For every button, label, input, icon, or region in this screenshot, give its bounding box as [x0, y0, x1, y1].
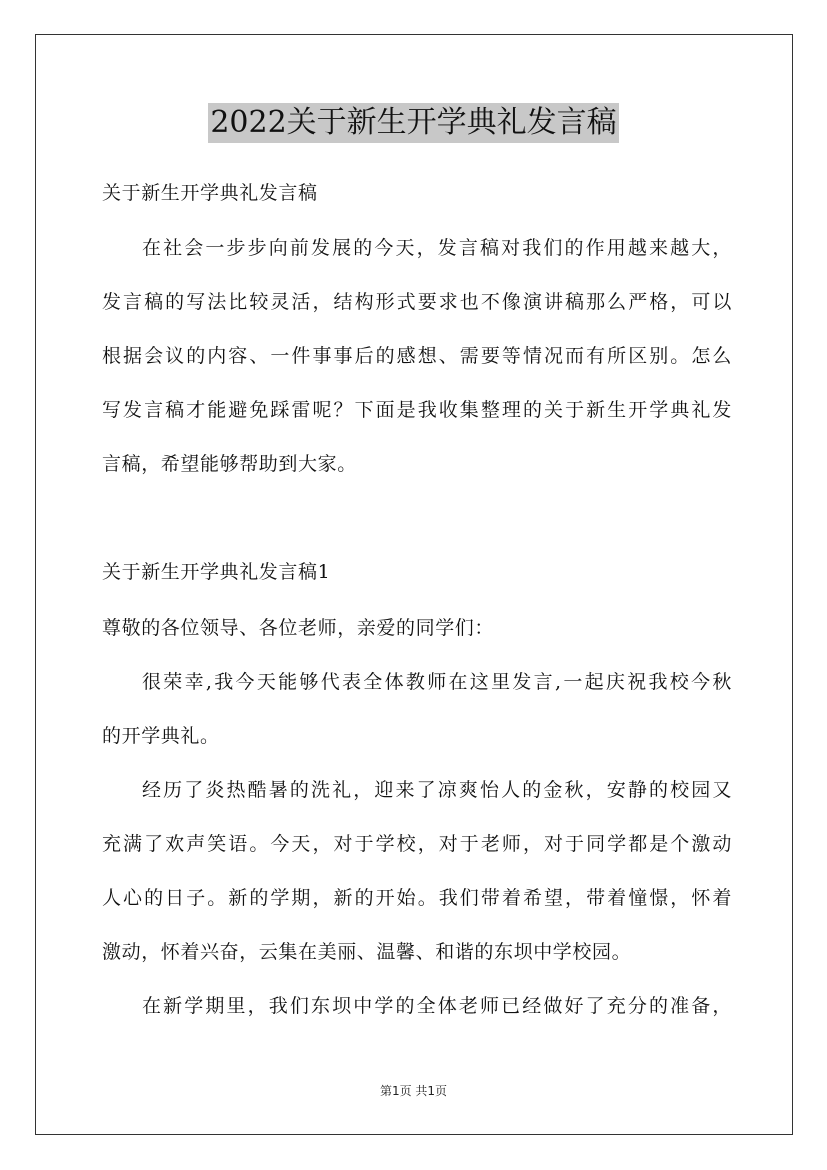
paragraph-line: 人心的日子。新的学期，新的开始。我们带着希望，带着憧憬，怀着	[102, 887, 732, 909]
paragraph-line: 经历了炎热酷暑的洗礼，迎来了凉爽怡人的金秋，安静的校园又	[142, 779, 732, 801]
document-title: 2022关于新生开学典礼发言稿	[208, 103, 618, 143]
paragraph-line: 写发言稿才能避免踩雷呢？下面是我收集整理的关于新生开学典礼发	[102, 399, 732, 421]
section-heading: 关于新生开学典礼发言稿1	[102, 561, 331, 583]
paragraph-line: 激动，怀着兴奋，云集在美丽、温馨、和谐的东坝中学校园。	[102, 941, 632, 963]
paragraph-line: 在新学期里，我们东坝中学的全体老师已经做好了充分的准备，	[142, 995, 732, 1017]
section-heading: 关于新生开学典礼发言稿	[102, 182, 318, 204]
paragraph-line: 的开学典礼。	[102, 725, 220, 747]
paragraph-line: 发言稿的写法比较灵活，结构形式要求也不像演讲稿那么严格，可以	[102, 291, 732, 313]
paragraph-line: 在社会一步步向前发展的今天，发言稿对我们的作用越来越大，	[142, 237, 732, 259]
paragraph-line: 根据会议的内容、一件事事后的感想、需要等情况而有所区别。怎么	[102, 345, 732, 367]
paragraph-line: 很荣幸,我今天能够代表全体教师在这里发言,一起庆祝我校今秋	[142, 671, 732, 693]
salutation: 尊敬的各位领导、各位老师，亲爱的同学们：	[102, 617, 495, 639]
paragraph-line: 言稿，希望能够帮助到大家。	[102, 453, 357, 475]
paragraph-line: 充满了欢声笑语。今天，对于学校，对于老师，对于同学都是个激动	[102, 833, 732, 855]
page-number-footer: 第1页 共1页	[379, 1084, 448, 1098]
title-container	[0, 103, 827, 143]
